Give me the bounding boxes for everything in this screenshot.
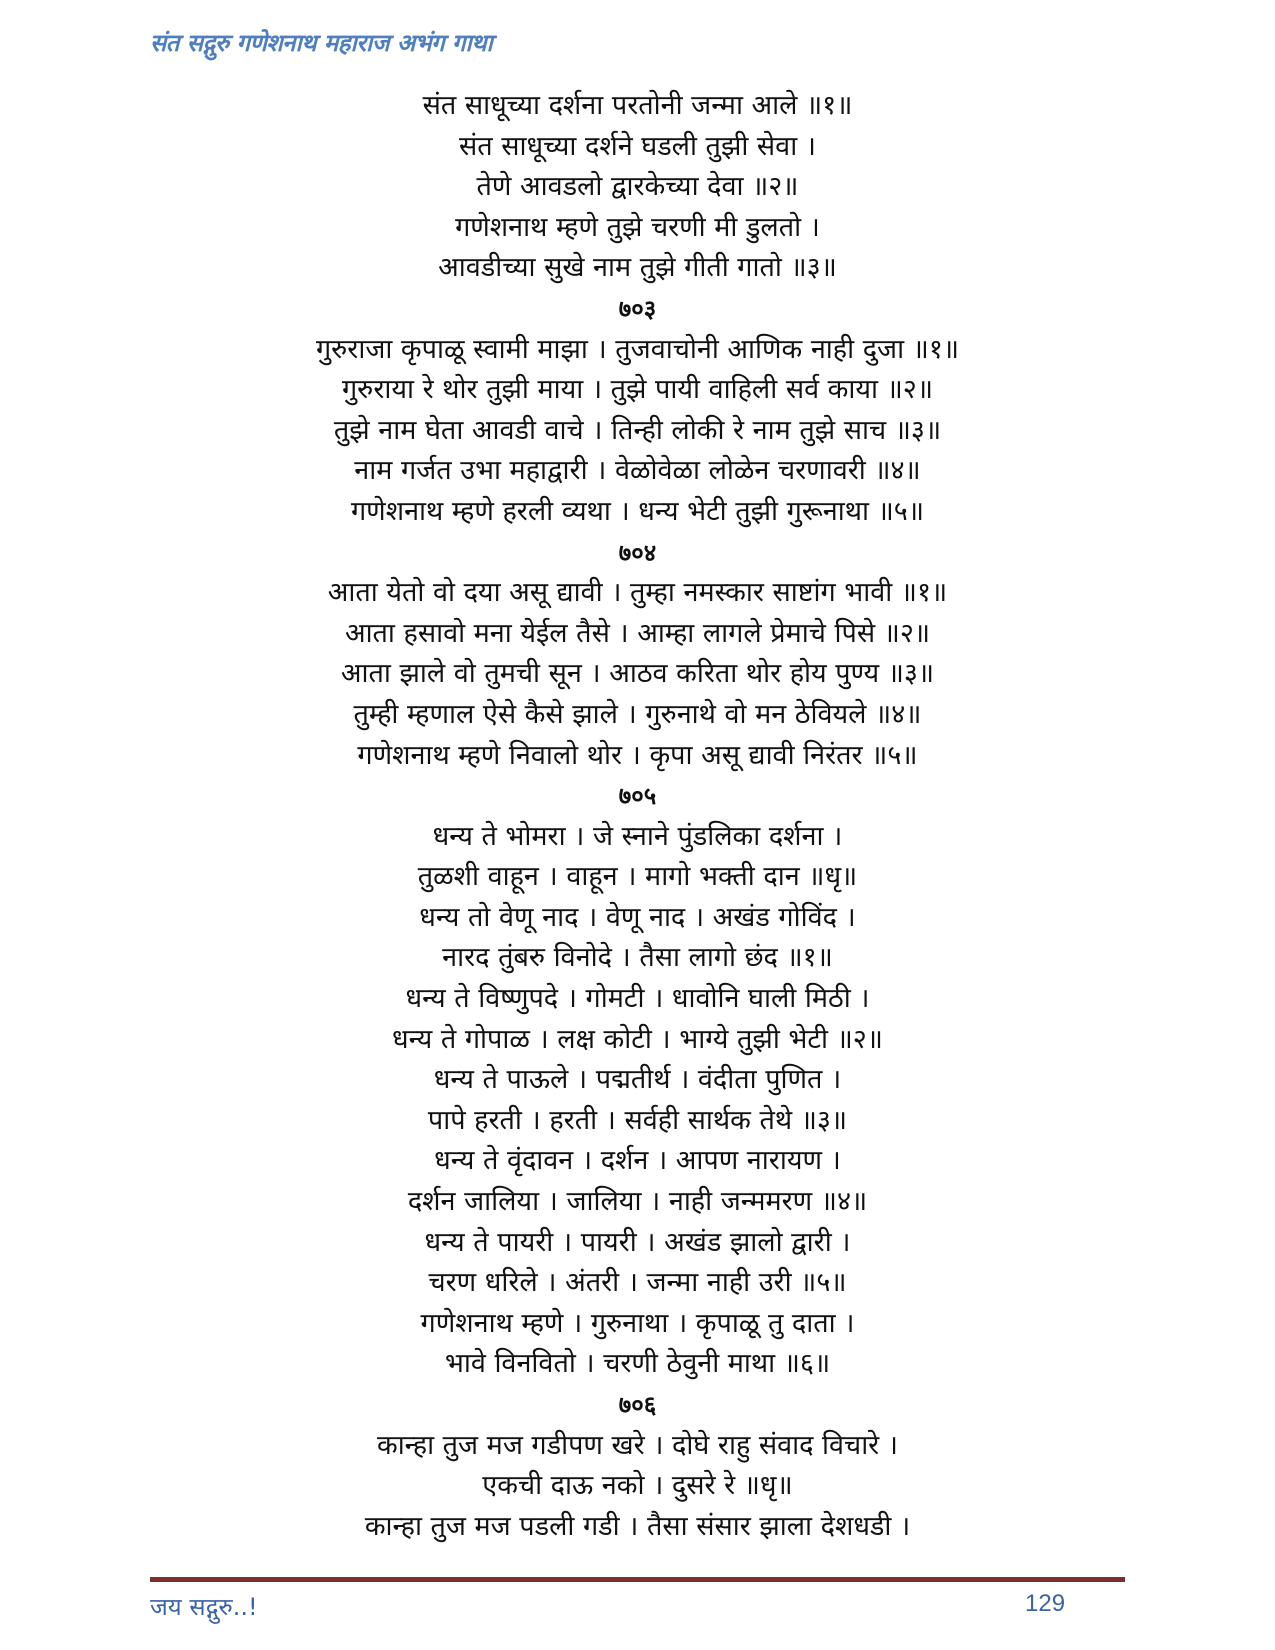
verse-line: धन्य ते विष्णुपदे । गोमटी । धावोनि घाली मिठी । [405, 983, 870, 1015]
verse-line: भावे विनवितो । चरणी ठेवुनी माथा ॥६॥ [444, 1348, 831, 1380]
verse-line: गणेशनाथ म्हणे निवालो थोर । कृपा असू द्यावी निरंतर ॥५॥ [357, 739, 918, 771]
page-number: 129 [1025, 1590, 1066, 1617]
verse-line: गणेशनाथ म्हणे तुझे चरणी मी डुलतो । [455, 211, 820, 243]
verse-line: कान्हा तुज मज पडली गडी । तैसा संसार झाला देशधडी । [364, 1510, 911, 1542]
verse-line: तेणे आवडलो द्वारकेच्या देवा ॥२॥ [476, 171, 799, 203]
verse-line: संत साधूच्या दर्शना परतोनी जन्मा आले ॥१॥ [422, 90, 853, 121]
verse-line: गुरुराया रे थोर तुझी माया । तुझे पायी वाहिली सर्व काया ॥२॥ [341, 374, 934, 406]
footer-divider [150, 1577, 1125, 1582]
verse-line: धन्य ते भोमरा । जे स्नाने पुंडलिका दर्शना । [432, 820, 843, 852]
verse-line: धन्य ते पायरी । पायरी । अखंड झालो द्वारी । [424, 1226, 851, 1258]
verse-line: धन्य तो वेणू नाद । वेणू नाद । अखंड गोविंद । [419, 901, 856, 933]
verse-line: आवडीच्या सुखे नाम तुझे गीती गातो ॥३॥ [438, 252, 837, 284]
verse-line: तुळशी वाहून । वाहून । मागो भक्ती दान ॥धृ॥ [417, 861, 858, 893]
verse-line: संत साधूच्या दर्शने घडली तुझी सेवा । [459, 130, 816, 162]
verse-line: नाम गर्जत उभा महाद्वारी । वेळोवेळा लोळेन चरणावरी ॥४॥ [354, 455, 921, 487]
verse-line: धन्य ते गोपाळ । लक्ष कोटी । भाग्ये तुझी भेटी ॥२॥ [392, 1023, 883, 1055]
verse-line: आता झाले वो तुमची सून । आठव करिता थोर होय पुण्य ॥३॥ [340, 658, 935, 690]
verse-line: तुम्ही म्हणाल ऐसे कैसे झाले । गुरुनाथे वो मन ठेवियले ॥४॥ [353, 698, 922, 730]
footer-text: जय सद्गुरु..! [150, 1593, 258, 1621]
verse-line: तुझे नाम घेता आवडी वाचे । तिन्ही लोकी रे नाम तुझे साच ॥३॥ [333, 414, 942, 446]
verse-line: गणेशनाथ म्हणे । गुरुनाथा । कृपाळू तु दाता । [420, 1307, 855, 1339]
abhang-number: ७०३ [618, 294, 657, 323]
verse-line: चरण धरिले । अंतरी । जन्मा नाही उरी ॥५॥ [428, 1267, 847, 1299]
verse-body [0, 86, 1275, 1547]
verse-line: धन्य ते पाऊले । पद्मतीर्थ । वंदीता पुणित । [433, 1064, 842, 1096]
verse-line: दर्शन जालिया । जालिया । नाही जन्ममरण ॥४॥ [407, 1186, 868, 1218]
verse-line: कान्हा तुज मज गडीपण खरे । दोघे राहु संवाद विचारे । [376, 1429, 899, 1461]
verse-line: आता येतो वो दया असू द्यावी । तुम्हा नमस्कार साष्टांग भावी ॥१॥ [327, 577, 948, 609]
verse-line: गणेशनाथ म्हणे हरली व्यथा । धन्य भेटी तुझी गुरूनाथा ॥५॥ [350, 495, 925, 527]
abhang-number: ७०५ [618, 782, 657, 811]
verse-line: धन्य ते वृंदावन । दर्शन । आपण नारायण । [434, 1145, 841, 1177]
abhang-number: ७०४ [618, 538, 657, 567]
verse-line: एकची दाऊ नको । दुसरे रे ॥धृ॥ [482, 1470, 793, 1502]
header-title: संत सद्गुरु गणेशनाथ महाराज अभंग गाथा [150, 29, 493, 57]
abhang-number: ७०६ [618, 1391, 657, 1419]
verse-line: नारद तुंबरु विनोदे । तैसा लागो छंद ॥१॥ [442, 942, 833, 974]
verse-line: आता हसावो मना येईल तैसे । आम्हा लागले प्रेमाचे पिसे ॥२॥ [344, 617, 931, 649]
verse-line: गुरुराजा कृपाळू स्वामी माझा । तुजवाचोनी आणिक नाही दुजा ॥१॥ [315, 333, 960, 365]
verse-line: पापे हरती । हरती । सर्वही सार्थक तेथे ॥३॥ [427, 1104, 848, 1136]
